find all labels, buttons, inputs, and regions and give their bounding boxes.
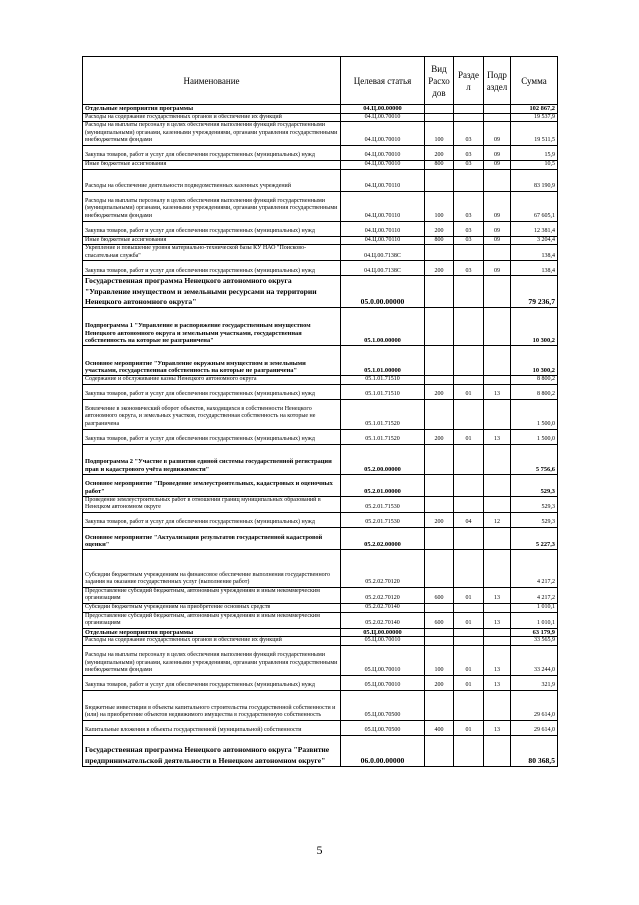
row-section [454,245,484,261]
row-sum: 529,3 [511,496,558,512]
row-name: Предоставление субсидий бюджетным, автономным учреждениям и иным некоммерческим организациям [83,587,341,603]
row-expense-type: 600 [425,587,454,603]
row-sum: 83 190,9 [511,169,558,191]
row-sum: 12 381,4 [511,221,558,236]
header-section: Разде л [454,57,484,105]
row-subsection [484,690,511,720]
row-target-article: 05.2.02.70120 [341,549,425,587]
row-expense-type: 200 [425,429,454,444]
table-header-row [83,57,558,105]
row-target-article: 04.Ц.00.70010 [341,145,425,160]
row-target-article: 05.2.02.70120 [341,587,425,603]
table-row [83,245,558,261]
table-row [83,527,558,549]
row-subsection [484,474,511,496]
row-section [454,307,484,345]
row-sum: 5 756,6 [511,444,558,474]
table-row [83,276,558,308]
table-row [83,637,558,646]
table-row [83,474,558,496]
row-name: Закупка товаров, работ и услуг для обеспечения государственных (муниципальных) нужд [83,261,341,276]
table-row [83,645,558,675]
row-name: Проведение землеустроительных работ в отношении границ муниципальных образований в Ненецком автономном округе [83,496,341,512]
row-sum: 102 867,2 [511,105,558,114]
row-subsection [484,276,511,308]
row-target-article: 05.2.01.71530 [341,496,425,512]
table-row [83,399,558,429]
row-section [454,345,484,375]
table-row [83,221,558,236]
row-target-article: 05.Ц.00.70010 [341,645,425,675]
row-sum: 5 227,3 [511,527,558,549]
row-sum: 3 204,4 [511,236,558,245]
row-subsection [484,375,511,384]
row-name: Расходы на выплаты персоналу в целях обеспечения выполнения функций государственными (муниципальными) органами, казенными учреждениями, органами управления государственными внебюджетными фондами [83,191,341,221]
table-row [83,160,558,169]
row-section: 01 [454,429,484,444]
row-section [454,375,484,384]
row-name: Государственная программа Ненецкого автономного округа "Управление имуществом и земельными ресурсами на территории Ненецкого автономного округа" [83,276,341,308]
header-sum: Сумма [511,57,558,105]
row-target-article: 05.1.01.00000 [341,345,425,375]
row-subsection: 13 [484,612,511,628]
row-subsection [484,549,511,587]
row-target-article: 04.Ц.00.00000 [341,105,425,114]
row-name: Укрепление и повышение уровня материально-технической базы КУ НАО "Поисково-спасательная служба" [83,245,341,261]
row-sum: 67 605,1 [511,191,558,221]
row-name: Вовлечение в экономический оборот объектов, находящихся в собственности Ненецкого автономного округа, и земельных участков, государственная собственность на которые не разграничена [83,399,341,429]
row-subsection [484,496,511,512]
row-name: Субсидии бюджетным учреждениям на приобретение основных средств [83,603,341,612]
row-name: Закупка товаров, работ и услуг для обеспечения государственных (муниципальных) нужд [83,384,341,399]
row-target-article: 04.Ц.00.70110 [341,221,425,236]
header-expense-type: Вид Расхо дов [425,57,454,105]
row-subsection: 13 [484,429,511,444]
row-target-article: 05.0.00.00000 [341,276,425,308]
row-subsection: 09 [484,191,511,221]
table-row [83,307,558,345]
row-target-article: 05.Ц.00.70010 [341,637,425,646]
row-expense-type [425,307,454,345]
table-row [83,429,558,444]
row-name: Расходы на обеспечение деятельности подведомственных казенных учреждений [83,169,341,191]
row-section [454,527,484,549]
row-expense-type [425,169,454,191]
table-row [83,603,558,612]
row-name: Отдельные мероприятия программы [83,628,341,637]
row-sum: 529,3 [511,474,558,496]
row-name: Предоставление субсидий бюджетным, автономным учреждениям и иным некоммерческим организациям [83,612,341,628]
row-name: Расходы на содержание государственных органов и обеспечение их функций [83,113,341,122]
row-name: Расходы на выплаты персоналу в целях обеспечения выполнения функций государственными (муниципальными) органами, казенными учреждениями, органами управления государственными внебюджетными фондами [83,122,341,146]
row-subsection: 09 [484,261,511,276]
row-section [454,113,484,122]
row-expense-type [425,276,454,308]
table-row [83,612,558,628]
header-target-article: Целевая статья [341,57,425,105]
row-sum: 1 010,1 [511,612,558,628]
row-subsection [484,399,511,429]
table-row [83,384,558,399]
row-section: 01 [454,720,484,735]
row-target-article: 05.Ц.00.70500 [341,720,425,735]
table-row [83,345,558,375]
table-row [83,496,558,512]
row-expense-type: 600 [425,612,454,628]
page-number: 5 [316,843,323,857]
row-section: 03 [454,145,484,160]
row-name: Закупка товаров, работ и услуг для обеспечения государственных (муниципальных) нужд [83,221,341,236]
row-subsection: 13 [484,675,511,690]
row-section [454,399,484,429]
row-section: 01 [454,587,484,603]
row-expense-type [425,105,454,114]
row-expense-type: 200 [425,261,454,276]
row-subsection [484,345,511,375]
row-name: Иные бюджетные ассигнования [83,236,341,245]
table-row [83,113,558,122]
row-target-article: 06.0.00.00000 [341,735,425,766]
row-section [454,735,484,766]
row-target-article: 05.1.01.71510 [341,375,425,384]
row-name: Основное мероприятие "Актуализация результатов государственной кадастровой оценки" [83,527,341,549]
row-sum: 10 300,2 [511,345,558,375]
row-section: 03 [454,191,484,221]
row-name: Закупка товаров, работ и услуг для обеспечения государственных (муниципальных) нужд [83,675,341,690]
row-subsection [484,169,511,191]
row-name: Закупка товаров, работ и услуг для обеспечения государственных (муниципальных) нужд [83,145,341,160]
row-target-article: 05.1.01.71520 [341,429,425,444]
row-target-article: 05.1.00.00000 [341,307,425,345]
table-row [83,628,558,637]
row-subsection [484,628,511,637]
row-target-article: 04.Ц.00.70010 [341,160,425,169]
row-sum: 529,3 [511,512,558,527]
row-expense-type: 200 [425,221,454,236]
row-expense-type [425,444,454,474]
row-expense-type [425,628,454,637]
row-target-article: 04.Ц.00.70110 [341,169,425,191]
row-expense-type: 200 [425,384,454,399]
row-subsection [484,527,511,549]
row-target-article: 05.Ц.00.70010 [341,675,425,690]
row-expense-type: 200 [425,145,454,160]
row-target-article: 05.2.02.70140 [341,612,425,628]
row-sum: 33 244,0 [511,645,558,675]
table-row [83,549,558,587]
row-section [454,603,484,612]
row-subsection [484,307,511,345]
row-name: Государственная программа Ненецкого автономного округа "Развитие предпринимательской деятельности в Ненецком автономном округе" [83,735,341,766]
row-name: Капитальные вложения в объекты государственной (муниципальной) собственности [83,720,341,735]
row-expense-type [425,113,454,122]
table-row [83,720,558,735]
row-subsection [484,637,511,646]
row-section: 03 [454,261,484,276]
row-section: 03 [454,160,484,169]
row-section [454,628,484,637]
row-section [454,637,484,646]
row-subsection [484,735,511,766]
row-expense-type [425,735,454,766]
row-sum: 79 236,7 [511,276,558,308]
table-row [83,122,558,146]
table-row [83,675,558,690]
row-subsection: 13 [484,384,511,399]
row-target-article: 04.Ц.00.70010 [341,122,425,146]
row-expense-type [425,245,454,261]
row-expense-type [425,690,454,720]
table-row [83,512,558,527]
row-name: Расходы на выплаты персоналу в целях обеспечения выполнения функций государственными (муниципальными) органами, казенными учреждениями, органами управления государственными внебюджетными фондами [83,645,341,675]
row-name: Основное мероприятие "Проведение землеустроительных, кадастровых и оценочных работ" [83,474,341,496]
row-section [454,496,484,512]
row-sum: 19 537,9 [511,113,558,122]
row-sum: 4 217,2 [511,587,558,603]
row-expense-type: 100 [425,645,454,675]
table-row [83,261,558,276]
row-section: 04 [454,512,484,527]
table-row [83,105,558,114]
table-row [83,587,558,603]
table-row [83,690,558,720]
row-name: Субсидии бюджетным учреждениям на финансовое обеспечение выполнения государственного задания на оказание государственных услуг (выполнение работ) [83,549,341,587]
row-expense-type: 800 [425,236,454,245]
row-section: 01 [454,384,484,399]
row-expense-type [425,527,454,549]
table-row [83,444,558,474]
table-body [83,105,558,767]
row-expense-type: 100 [425,191,454,221]
row-sum: 63 179,9 [511,628,558,637]
header-name: Наименование [83,57,341,105]
row-name: Закупка товаров, работ и услуг для обеспечения государственных (муниципальных) нужд [83,512,341,527]
header-subsection: Подр аздел [484,57,511,105]
table-row [83,191,558,221]
row-sum: 10 300,2 [511,307,558,345]
row-expense-type [425,474,454,496]
row-subsection [484,113,511,122]
row-target-article: 04.Ц.00.70010 [341,113,425,122]
row-target-article: 04.Ц.00.7138С [341,261,425,276]
row-expense-type [425,375,454,384]
row-name: Бюджетные инвестиции в объекты капитального строительства государственной собственности и (или) на приобретение объектов недвижимого имущества в государственную собственность [83,690,341,720]
row-sum: 29 614,0 [511,690,558,720]
row-section [454,444,484,474]
row-target-article: 04.Ц.00.70110 [341,191,425,221]
table-row [83,169,558,191]
row-sum: 33 565,9 [511,637,558,646]
row-subsection: 12 [484,512,511,527]
row-target-article: 05.2.01.00000 [341,474,425,496]
table-row [83,145,558,160]
row-section [454,105,484,114]
row-sum: 15,9 [511,145,558,160]
row-subsection: 09 [484,221,511,236]
row-expense-type [425,637,454,646]
row-sum: 1 500,0 [511,399,558,429]
row-sum: 8 800,2 [511,384,558,399]
row-section: 03 [454,236,484,245]
row-target-article: 04.Ц.00.70110 [341,236,425,245]
row-section [454,169,484,191]
row-expense-type: 800 [425,160,454,169]
row-target-article: 05.1.01.71520 [341,399,425,429]
row-subsection: 09 [484,236,511,245]
row-name: Расходы на содержание государственных органов и обеспечение их функций [83,637,341,646]
row-target-article: 05.Ц.00.70500 [341,690,425,720]
row-subsection: 13 [484,720,511,735]
row-subsection: 09 [484,122,511,146]
row-section: 01 [454,612,484,628]
row-sum: 29 614,0 [511,720,558,735]
row-expense-type: 200 [425,512,454,527]
row-section: 01 [454,645,484,675]
row-subsection [484,444,511,474]
row-section [454,549,484,587]
row-section: 03 [454,221,484,236]
row-subsection: 09 [484,160,511,169]
row-name: Отдельные мероприятия программы [83,105,341,114]
budget-table-container [82,56,558,767]
row-section [454,276,484,308]
row-sum: 19 511,5 [511,122,558,146]
row-expense-type [425,345,454,375]
row-sum: 8 800,2 [511,375,558,384]
row-subsection: 09 [484,145,511,160]
table-row [83,236,558,245]
row-name: Основное мероприятие "Управление окружным имуществом и земельными участками, государственная собственность на которые не разграничена" [83,345,341,375]
row-target-article: 04.Ц.00.7138С [341,245,425,261]
row-sum: 80 368,5 [511,735,558,766]
row-sum: 138,4 [511,245,558,261]
row-expense-type [425,603,454,612]
row-sum: 4 217,2 [511,549,558,587]
row-sum: 1 010,1 [511,603,558,612]
row-target-article: 05.Ц.00.00000 [341,628,425,637]
row-subsection [484,245,511,261]
row-section: 03 [454,122,484,146]
row-target-article: 05.2.00.00000 [341,444,425,474]
table-row [83,375,558,384]
row-target-article: 05.2.02.70140 [341,603,425,612]
row-name: Иные бюджетные ассигнования [83,160,341,169]
row-name: Подпрограмма 1 "Управление и распоряжение государственным имуществом Ненецкого автономного округа и земельными участками, государственная собственность на которые не разграничена" [83,307,341,345]
row-expense-type: 100 [425,122,454,146]
row-sum: 321,9 [511,675,558,690]
row-target-article: 05.2.02.00000 [341,527,425,549]
row-subsection [484,603,511,612]
row-sum: 138,4 [511,261,558,276]
row-subsection [484,105,511,114]
row-expense-type [425,549,454,587]
row-target-article: 05.2.01.71530 [341,512,425,527]
budget-table [82,56,558,767]
row-subsection: 13 [484,587,511,603]
row-section [454,474,484,496]
row-expense-type [425,399,454,429]
row-name: Содержание и обслуживание казны Ненецкого автономного округа [83,375,341,384]
row-sum: 1 500,0 [511,429,558,444]
row-expense-type: 400 [425,720,454,735]
row-expense-type [425,496,454,512]
row-target-article: 05.1.01.71510 [341,384,425,399]
table-row [83,735,558,766]
row-subsection: 13 [484,645,511,675]
row-sum: 10,5 [511,160,558,169]
row-name: Подпрограмма 2 "Участие в развитии единой системы государственной регистрации прав и кадастрового учёта недвижимости" [83,444,341,474]
row-section [454,690,484,720]
row-name: Закупка товаров, работ и услуг для обеспечения государственных (муниципальных) нужд [83,429,341,444]
row-expense-type: 200 [425,675,454,690]
row-section: 01 [454,675,484,690]
